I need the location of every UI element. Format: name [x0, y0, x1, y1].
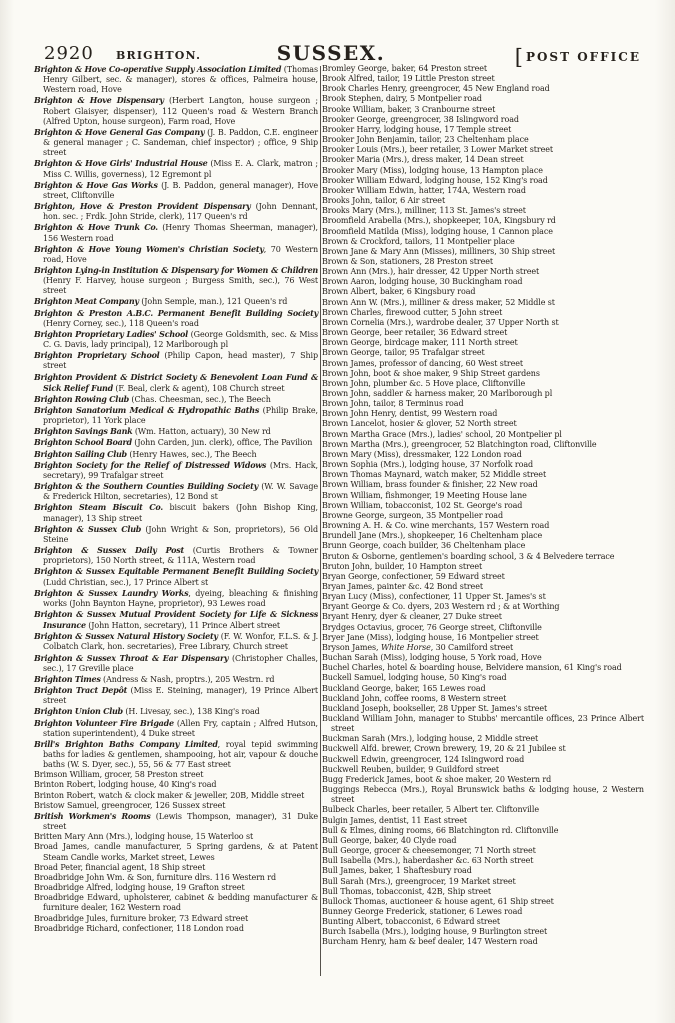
directory-entry: Brighton & Hove Dispensary (Herbert Langton, house surgeon ; Robert Glaisyer, dispenser), 112 Queen's road & Western Branch (Alfred Upton, house surgeon), Farm road, Hove — [34, 95, 319, 126]
directory-entry: Brighton & Sussex Throat & Ear Dispensary (Christopher Challes, sec.), 17 Greville place — [34, 652, 318, 673]
directory-entry: Broad Peter, financial agent, 18 Ship street — [34, 862, 206, 872]
directory-entry: Buckwell Reuben, builder, 9 Guildford street — [322, 764, 499, 774]
directory-entry: Bristow Samuel, greengrocer, 126 Sussex street — [34, 800, 226, 810]
directory-entry: Brooker John Benjamin, tailor, 23 Cheltenham place — [322, 135, 529, 145]
directory-entry: Brighton Meat Company (John Semple, man.), 121 Queen's rd — [34, 296, 288, 307]
directory-entry: Brighton Steam Biscuit Co. biscuit bakers (John Bishop King, manager), 13 Ship street — [34, 502, 319, 523]
directory-entry: Brydges Octavius, grocer, 76 George street, Cliftonville — [322, 622, 542, 632]
directory-entry: Brown Albert, baker, 6 Kingsbury road — [322, 287, 476, 297]
directory-entry: Brunn George, coach builder, 36 Cheltenham place — [322, 541, 526, 551]
directory-entry: Buggings Rebecca (Mrs.), Royal Brunswick baths & lodging house, 2 Western street — [322, 785, 644, 805]
directory-entry: Brown Ann W. (Mrs.), milliner & dress maker, 52 Middle st — [322, 297, 555, 307]
directory-entry: Brown John, boot & shoe maker, 9 Ship Street gardens — [322, 368, 540, 378]
running-head-place: BRIGHTON. — [116, 49, 202, 62]
page-number: 2920 — [44, 43, 94, 64]
directory-entry: Buckland George, baker, 165 Lewes road — [322, 683, 486, 693]
directory-entry: Brighton & Sussex Laundry Works, dyeing, bleaching & finishing works (John Baynton Hayne, proprietor), 93 Lewes road — [34, 587, 318, 608]
directory-entry: Bugg Frederick James, boot & shoe maker, 20 Western rd — [322, 774, 552, 784]
directory-entry: Bull George, grocer & cheesemonger, 71 North street — [322, 846, 536, 856]
directory-entry: Brighton & Hove Trunk Co. (Henry Thomas Sheerman, manager), 156 Western road — [34, 222, 318, 243]
directory-entry: Brooker William Edward, lodging house, 152 King's road — [322, 175, 548, 185]
directory-entry: Broadbridge John Wm. & Son, furniture dlrs. 116 Western rd — [34, 872, 277, 882]
directory-entry: Brighton & Hove Girls' Industrial House (Miss E. A. Clark, matron ; Miss C. Willis, governess), 12 Egremont pl — [34, 158, 318, 179]
directory-entry: Broomfield Arabella (Mrs.), shopkeeper, 10A, Kingsbury rd — [322, 216, 556, 226]
directory-entry: Brown Lancelot, hosier & glover, 52 North street — [322, 419, 517, 429]
directory-entry: Broadbridge Edward, upholsterer, cabinet & bedding manufacturer & furniture dealer, 162 Western road — [34, 893, 318, 913]
directory-entry: Broomfield Matilda (Miss), lodging house, 1 Cannon place — [322, 226, 553, 236]
directory-entry: Brook Charles Henry, greengrocer, 45 New England road — [322, 84, 550, 94]
directory-entry: Burcham Henry, ham & beef dealer, 147 Western road — [322, 937, 538, 947]
directory-entry: Brundell Jane (Mrs.), shopkeeper, 16 Cheltenham place — [322, 531, 543, 541]
directory-entry: Brighton Proprietary School (Philip Capon, head master), 7 Ship street — [34, 350, 319, 371]
right-column — [322, 64, 644, 979]
directory-entry: Buckwell Edwin, greengrocer, 124 Islingword road — [322, 754, 525, 764]
directory-entry: Bryan James, painter &c. 42 Bond street — [322, 581, 483, 591]
directory-entry: British Workmen's Rooms (Lewis Thompson, manager), 31 Duke street — [34, 810, 318, 832]
directory-entry: Bull George, baker, 40 Clyde road — [322, 835, 457, 845]
directory-entry: Brown John, saddler & harness maker, 20 Marlborough pl — [322, 389, 553, 398]
directory-entry: Brown Sophia (Mrs.), lodging house, 37 Norfolk road — [322, 460, 534, 470]
directory-entry: Brill's Brighton Baths Company Limited, royal tepid swimming baths for ladies & gentlemen, shampooing, hot air, vapour & douche baths (W. S. Dyer, sec.), 55, 56 & 77 East street — [34, 738, 318, 770]
directory-entry: Brooks John, tailor, 6 Air street — [322, 196, 446, 206]
directory-entry: Brown Jane & Mary Ann (Misses), milliners, 30 Ship street — [322, 246, 556, 256]
directory-entry: Brighton Sailing Club (Henry Hawes, sec.), The Beech — [34, 448, 257, 459]
directory-entry: Brinton Robert, watch & clock maker & jeweller, 20B, Middle street — [34, 790, 305, 800]
directory-entry: Brighton & Hove Gas Works (J. B. Paddon, general manager), Hove street, Cliftonville — [34, 179, 319, 200]
directory-entry: Brinton Robert, lodging house, 40 King's road — [34, 780, 217, 790]
directory-entry: Bull Thomas, tobacconist, 42B, Ship street — [322, 886, 491, 896]
directory-entry: Brown William, brass founder & finisher, 22 New road — [322, 480, 538, 490]
directory-entry: Brighton & Sussex Club (John Wright & Son, proprietors), 56 Old Steine — [34, 523, 318, 544]
directory-entry: Buckman Sarah (Mrs.), lodging house, 2 Middle street — [322, 734, 539, 744]
directory-entry: Brighton Tract Depôt (Miss E. Steining, manager), 19 Prince Albert street — [34, 685, 318, 706]
directory-entry: Bryan Lucy (Miss), confectioner, 11 Upper St. James's st — [322, 592, 546, 602]
directory-entry: Brighton & the Southern Counties Building Society (W. W. Savage & Frederick Hilton, secretaries), 12 Bond st — [34, 481, 318, 502]
directory-entry: Brown Mary (Miss), dressmaker, 122 London road — [322, 449, 522, 459]
directory-entry: Brown & Crockford, tailors, 11 Montpelier place — [322, 236, 515, 246]
directory-entry: Broadbridge Jules, furniture broker, 73 Edward street — [34, 913, 249, 923]
directory-entry: Brighton & Preston A.B.C. Permanent Benefit Building Society (Henry Corney, sec.), 118 Queen's road — [34, 307, 318, 328]
directory-entry: Brown Ann (Mrs.), hair dresser, 42 Upper North street — [322, 267, 540, 277]
directory-entry: Brown George, tailor, 95 Trafalgar street — [322, 348, 485, 358]
directory-entry: Brighton School Board (John Carden, jun. clerk), office, The Pavilion — [34, 437, 313, 448]
directory-entry: Brighton & Sussex Mutual Provident Society for Life & Sickness Insurance (John Hatton, secretary), 11 Prince Albert street — [34, 608, 318, 631]
left-column — [34, 64, 318, 979]
directory-name: POST OFFICE — [525, 50, 641, 64]
directory-entry: Brighton Sanatorium Medical & Hydropathic Baths (Philip Brake, proprietor), 11 York place — [34, 405, 318, 426]
directory-entry: Brighton & Sussex Natural History Society (F. W. Wonfor, F.L.S. & J. Colbatch Clark, hon. secretaries), Free Library, Church street — [34, 631, 319, 652]
directory-entry: Brighton & Hove Co-operative Supply Association Limited (Thomas Henry Gilbert, sec. & manager), stores & offices, Palmeira house, Western road, Hove — [34, 64, 318, 95]
directory-entry: Bruton & Osborne, gentlemen's boarding school, 3 & 4 Belvedere terrace — [322, 551, 615, 561]
directory-entry: Brown George, beer retailer, 36 Edward street — [322, 328, 508, 338]
directory-entry: Bull James, baker, 1 Shaftesbury road — [322, 866, 472, 876]
directory-entry: Brimson William, grocer, 58 Preston street — [34, 770, 204, 780]
directory-entry: Bulbeck Charles, beer retailer, 5 Albert ter. Cliftonville — [322, 805, 539, 815]
directory-entry: Broadbridge Alfred, lodging house, 19 Grafton street — [34, 883, 245, 893]
directory-entry: Britten Mary Ann (Mrs.), lodging house, 15 Waterloo st — [34, 832, 254, 842]
directory-entry: Brown William, fishmonger, 19 Meeting House lane — [322, 490, 527, 500]
directory-entry: Bryer Jane (Miss), lodging house, 16 Montpelier street — [322, 632, 539, 642]
directory-entry: Brown Aaron, lodging house, 30 Buckingham road — [322, 277, 523, 287]
directory-entry: Brown Thomas Maynard, watch maker, 52 Middle street — [322, 470, 547, 480]
directory-entry: Browning A. H. & Co. wine merchants, 157 Western road — [322, 521, 550, 531]
directory-entry: Brooker Harry, lodging house, 17 Temple street — [322, 124, 512, 134]
directory-entry: Brook Alfred, tailor, 19 Little Preston street — [322, 74, 495, 84]
directory-entry: Brown & Son, stationers, 28 Preston street — [322, 256, 493, 266]
directory-entry: Brighton Lying-in Institution & Dispensary for Women & Children (Henry F. Harvey, house surgeon ; Burgess Smith, sec.), 76 West street — [34, 264, 318, 296]
directory-entry: Broadbridge Richard, confectioner, 118 London road — [34, 923, 244, 933]
directory-entry: Brighton Volunteer Fire Brigade (Allen Fry, captain ; Alfred Hutson, station superintendent), 4 Duke street — [34, 717, 318, 738]
directory-entry: Brown John, plumber &c. 5 Hove place, Cliftonville — [322, 378, 526, 388]
directory-entry: Brooker George, greengrocer, 38 Islingword road — [322, 114, 519, 124]
directory-entry: Brooker Louis (Mrs.), beer retailer, 3 Lower Market street — [322, 145, 554, 155]
directory-entry: Brighton Provident & District Society & Benevolent Loan Fund & Sick Relief Fund (F. Beal, clerk & agent), 108 Church street — [34, 371, 318, 393]
directory-entry: Brooker Maria (Mrs.), dress maker, 14 Dean street — [322, 155, 524, 165]
directory-entry: Brooker Mary (Miss), lodging house, 13 Hampton place — [322, 165, 543, 175]
directory-entry: Brown James, professor of dancing, 60 West street — [322, 358, 523, 368]
directory-entry: Bull Isabella (Mrs.), haberdasher &c. 63 North street — [322, 856, 534, 866]
directory-entry: Brooker William Edwin, hatter, 174A, Western road — [322, 185, 526, 195]
directory-entry: Broad James, candle manufacturer, 5 Spring gardens, & at Patent Steam Candle works, Market street, Lewes — [34, 842, 318, 862]
directory-columns — [34, 64, 644, 979]
directory-entry: Bull Sarah (Mrs.), greengrocer, 19 Market street — [322, 876, 516, 886]
directory-entry: Bunting Albert, tobacconist, 6 Edward street — [322, 917, 501, 927]
directory-entry: Buchel Charles, hotel & boarding house, Belvidere mansion, 61 King's road — [322, 663, 622, 673]
directory-entry: Burch Isabella (Mrs.), lodging house, 9 Burlington street — [322, 927, 548, 937]
directory-entry: Bryant George & Co. dyers, 203 Western rd ; & at Worthing — [322, 602, 560, 612]
page-title: SUSSEX. — [276, 41, 386, 65]
directory-entry: Bunney George Frederick, stationer, 6 Lewes road — [322, 906, 523, 916]
directory-entry: Brighton Times (Andress & Nash, proptrs.), 205 Westrn. rd — [34, 673, 275, 684]
directory-entry: Browne George, surgeon, 35 Montpelier road — [322, 510, 503, 520]
directory-entry: Bromley George, baker, 64 Preston street — [322, 64, 487, 73]
directory-entry: Bulgin James, dentist, 11 East street — [322, 815, 467, 825]
directory-entry: Brighton Rowing Club (Chas. Cheesman, sec.), The Beech — [34, 393, 271, 404]
directory-entry: Brighton Proprietary Ladies' School (George Goldsmith, sec. & Miss C. G. Davis, lady principal), 12 Marlborough pl — [34, 328, 318, 350]
directory-entry: Brooks Mary (Mrs.), milliner, 113 St. James's street — [322, 206, 526, 216]
directory-entry: Buchan Sarah (Miss), lodging house, 5 York road, Hove — [322, 653, 542, 663]
directory-entry: Brighton & Hove Young Women's Christian Society, 70 Western road, Hove — [34, 243, 318, 264]
directory-entry: Brown John Henry, dentist, 99 Western road — [322, 409, 498, 419]
directory-entry: Bull & Elmes, dining rooms, 66 Blatchington rd. Cliftonville — [322, 825, 559, 835]
directory-entry: Brighton Society for the Relief of Distressed Widows (Mrs. Hack, secretary), 99 Trafalgar street — [34, 459, 318, 480]
directory-entry: Buckland William John, manager to Stubbs' mercantile offices, 23 Prince Albert street — [322, 714, 644, 734]
directory-entry: Bruton John, builder, 10 Hampton street — [322, 561, 483, 571]
directory-entry: Brown Cornelia (Mrs.), wardrobe dealer, 37 Upper North st — [322, 317, 559, 327]
directory-entry: Brown Martha Grace (Mrs.), ladies' school, 20 Montpelier pl — [322, 429, 562, 439]
directory-entry: Brown John, tailor, 8 Terminus road — [322, 399, 464, 409]
directory-entry: Bryson James, White Horse, 30 Camilford street — [322, 642, 514, 652]
directory-entry: Buckland John, coffee rooms, 8 Western street — [322, 693, 507, 703]
directory-entry: Buckwell Alfd. brewer, Crown brewery, 19, 20 & 21 Jubilee st — [322, 744, 566, 754]
directory-entry: Brooke William, baker, 3 Cranbourne street — [322, 104, 496, 114]
directory-entry: Brighton & Hove General Gas Company (J. B. Paddon, C.E. engineer & general manager ; C. Sandeman, chief inspector) ; office, 9 Ship street — [34, 126, 318, 158]
directory-entry: Brown Charles, firewood cutter, 5 John street — [322, 307, 503, 317]
directory-entry: Bryan George, confectioner, 59 Edward street — [322, 571, 505, 581]
directory-entry: Buckell Samuel, lodging house, 50 King's road — [322, 673, 507, 683]
directory-entry: Bullock Thomas, auctioneer & house agent, 61 Ship street — [322, 896, 554, 906]
directory-entry: Brown Martha (Mrs.), greengrocer, 52 Blatchington road, Cliftonville — [322, 439, 597, 449]
directory-entry: Brighton & Sussex Daily Post (Curtis Brothers & Towner proprietors), 150 North street, & 111A, Western road — [34, 545, 318, 566]
directory-entry: Brighton, Hove & Preston Provident Dispensary (John Dennant, hon. sec. ; Frdk. John Stride, clerk), 117 Queen's rd — [34, 201, 318, 222]
directory-entry: Brook Stephen, dairy, 5 Montpelier road — [322, 94, 482, 104]
directory-entry: Brown George, birdcage maker, 111 North street — [322, 338, 518, 348]
directory-entry: Bryant Henry, dyer & cleaner, 27 Duke street — [322, 612, 502, 622]
directory-entry: Brighton & Sussex Equitable Permanent Benefit Building Society (Ludd Christian, sec.), 17 Prince Albert st — [34, 566, 318, 587]
opening-bracket: [ — [514, 45, 523, 69]
directory-entry: Buckland Joseph, bookseller, 28 Upper St. James's street — [322, 703, 548, 713]
directory-entry: Brighton Union Club (H. Livesay, sec.), 138 King's road — [34, 706, 260, 717]
directory-entry: Brown William, tobacconist, 102 St. George's road — [322, 500, 523, 510]
column-divider — [320, 66, 321, 976]
directory-entry: Brighton Savings Bank (Wm. Hatton, actuary), 30 New rd — [34, 426, 271, 437]
